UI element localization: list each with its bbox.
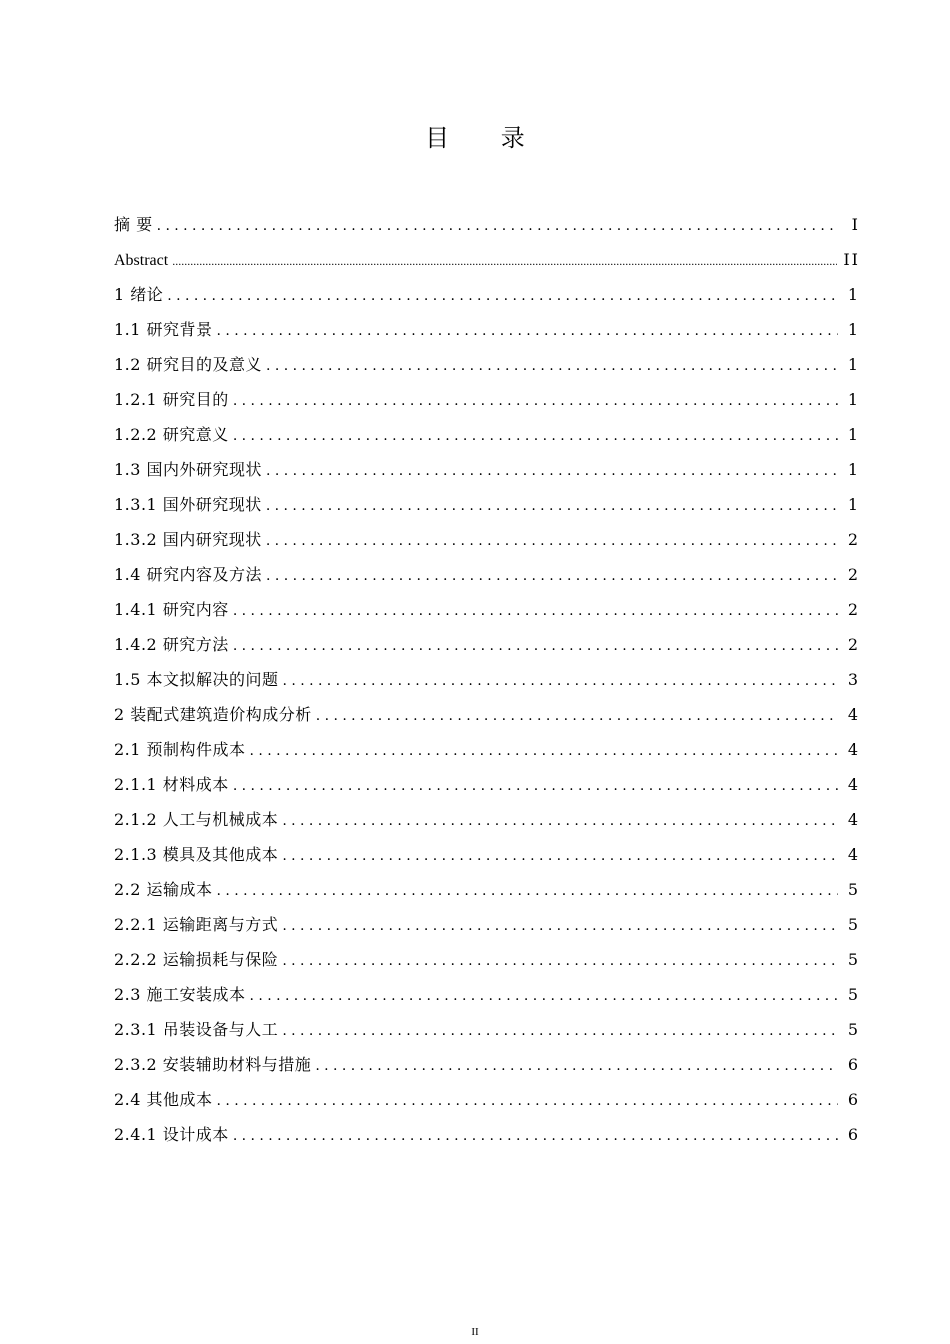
toc-entry-page: 1 <box>847 285 860 304</box>
toc-entry-1-3[interactable] <box>114 452 860 487</box>
toc-entry-label: 1.4 研究内容及方法 <box>114 565 263 584</box>
toc-entry-label: 1.3 国内外研究现状 <box>114 460 263 479</box>
toc-entry-label: 2.1 预制构件成本 <box>114 740 246 759</box>
toc-entry-1-3-2[interactable] <box>114 522 860 557</box>
toc-entry-page: 4 <box>847 705 860 724</box>
toc-entry-label: 1.2.1 研究目的 <box>114 390 229 409</box>
toc-entry-label: 2.1.1 材料成本 <box>114 775 229 794</box>
toc-dot-leader <box>217 874 838 909</box>
toc-entry-label: 1.4.2 研究方法 <box>114 635 229 654</box>
toc-entry-page: 4 <box>847 810 860 829</box>
toc-entry-1-2-1[interactable] <box>114 382 860 417</box>
toc-entry-2-3-2[interactable] <box>114 1047 860 1082</box>
toc-entry-label: 1.3.1 国外研究现状 <box>114 495 262 514</box>
toc-dot-leader <box>282 804 838 839</box>
toc-dot-leader <box>172 244 837 279</box>
toc-entry-label: 1.1 研究背景 <box>114 320 213 339</box>
toc-entry-label: 1.4.1 研究内容 <box>114 600 229 619</box>
toc-entry-page: 6 <box>847 1125 860 1144</box>
toc-dot-leader <box>266 454 838 489</box>
toc-entry-label: 2.3.2 安装辅助材料与措施 <box>114 1055 312 1074</box>
toc-dot-leader <box>250 734 838 769</box>
toc-entry-label: 1.3.2 国内研究现状 <box>114 530 262 549</box>
toc-entry-2-2-2[interactable] <box>114 942 860 977</box>
toc-dot-leader <box>266 559 838 594</box>
toc-entry-page: 1 <box>847 425 860 444</box>
toc-entry-2-4[interactable] <box>114 1082 860 1117</box>
toc-entry-page: 4 <box>847 845 860 864</box>
toc-entry-2-1-3[interactable] <box>114 837 860 872</box>
toc-dot-leader <box>282 909 838 944</box>
toc-entry-label: 2.3.1 吊装设备与人工 <box>114 1020 279 1039</box>
toc-entry-page: 4 <box>847 740 860 759</box>
toc-dot-leader <box>217 1084 838 1119</box>
toc-entry-page: 2 <box>847 635 860 654</box>
toc-entry-label: Abstract <box>114 252 169 269</box>
toc-entry-page: 5 <box>847 950 860 969</box>
toc-entry-label: 2.1.3 模具及其他成本 <box>114 845 279 864</box>
toc-entry-1-3-1[interactable] <box>114 487 860 522</box>
toc-entry-page: 6 <box>847 1055 860 1074</box>
toc-entry-label: 2.1.2 人工与机械成本 <box>114 810 279 829</box>
toc-entry-label: 2.2.2 运输损耗与保险 <box>114 950 279 969</box>
toc-dot-leader <box>167 279 838 314</box>
toc-entry-label: 摘 要 <box>114 215 153 234</box>
toc-dot-leader <box>250 979 838 1014</box>
toc-dot-leader <box>283 664 838 699</box>
toc-entry-page: 1 <box>847 495 860 514</box>
page-title: 目 录 <box>425 124 547 152</box>
toc-entry-label: 1 绪论 <box>114 285 164 304</box>
toc-dot-leader <box>266 349 838 384</box>
toc-entry-page: 1 <box>847 320 860 339</box>
toc-dot-leader <box>233 419 838 454</box>
toc-entry-label: 1.2.2 研究意义 <box>114 425 229 444</box>
toc-entry-label: 1.5 本文拟解决的问题 <box>114 670 279 689</box>
toc-entry-page: 1 <box>847 460 860 479</box>
toc-entry-1-1[interactable] <box>114 312 860 347</box>
table-of-contents <box>114 207 860 1152</box>
toc-dot-leader <box>282 1014 838 1049</box>
toc-entry-label: 2.3 施工安装成本 <box>114 985 246 1004</box>
toc-entry-label: 2.2 运输成本 <box>114 880 213 899</box>
toc-entry-1-2[interactable] <box>114 347 860 382</box>
toc-dot-leader <box>233 384 838 419</box>
toc-entry-abstract-en[interactable] <box>114 242 860 277</box>
toc-dot-leader <box>282 944 838 979</box>
toc-dot-leader <box>233 594 838 629</box>
toc-dot-leader <box>233 769 838 804</box>
toc-entry-2-2-1[interactable] <box>114 907 860 942</box>
toc-entry-2-1-2[interactable] <box>114 802 860 837</box>
toc-entry-label: 2.4.1 设计成本 <box>114 1125 229 1144</box>
toc-dot-leader <box>266 524 838 559</box>
toc-entry-page: 5 <box>847 915 860 934</box>
toc-entry-label: 2.4 其他成本 <box>114 1090 213 1109</box>
toc-entry-2-4-1[interactable] <box>114 1117 860 1152</box>
toc-entry-page: 1 <box>847 390 860 409</box>
toc-entry-1-2-2[interactable] <box>114 417 860 452</box>
toc-entry-1[interactable] <box>114 277 860 312</box>
toc-entry-page: 2 <box>847 530 860 549</box>
toc-entry-page: 2 <box>847 600 860 619</box>
toc-entry-1-4-1[interactable] <box>114 592 860 627</box>
toc-entry-page: I <box>851 215 860 234</box>
page-number-footer: II <box>471 1326 479 1338</box>
toc-dot-leader <box>233 629 838 664</box>
toc-entry-2-2[interactable] <box>114 872 860 907</box>
toc-entry-page: 3 <box>847 670 860 689</box>
toc-dot-leader <box>282 839 838 874</box>
toc-entry-1-5[interactable] <box>114 662 860 697</box>
toc-entry-1-4-2[interactable] <box>114 627 860 662</box>
toc-entry-label: 2.2.1 运输距离与方式 <box>114 915 279 934</box>
toc-dot-leader <box>217 314 838 349</box>
toc-entry-page: II <box>843 250 860 269</box>
toc-dot-leader <box>315 1049 838 1084</box>
toc-entry-page: 5 <box>847 985 860 1004</box>
toc-entry-page: 1 <box>847 355 860 374</box>
toc-entry-label: 2 装配式建筑造价构成分析 <box>114 705 312 724</box>
toc-entry-page: 5 <box>847 1020 860 1039</box>
toc-entry-2[interactable] <box>114 697 860 732</box>
toc-entry-2-1-1[interactable] <box>114 767 860 802</box>
toc-entry-page: 4 <box>847 775 860 794</box>
toc-entry-page: 2 <box>847 565 860 584</box>
toc-entry-1-4[interactable] <box>114 557 860 592</box>
toc-dot-leader <box>316 699 838 734</box>
toc-entry-page: 5 <box>847 880 860 899</box>
toc-dot-leader <box>233 1119 838 1154</box>
toc-entry-label: 1.2 研究目的及意义 <box>114 355 263 374</box>
toc-dot-leader <box>157 209 838 244</box>
toc-entry-abstract-cn[interactable] <box>114 207 860 242</box>
toc-entry-2-3[interactable] <box>114 977 860 1012</box>
toc-entry-2-1[interactable] <box>114 732 860 767</box>
toc-entry-page: 6 <box>847 1090 860 1109</box>
toc-entry-2-3-1[interactable] <box>114 1012 860 1047</box>
toc-dot-leader <box>266 489 838 524</box>
